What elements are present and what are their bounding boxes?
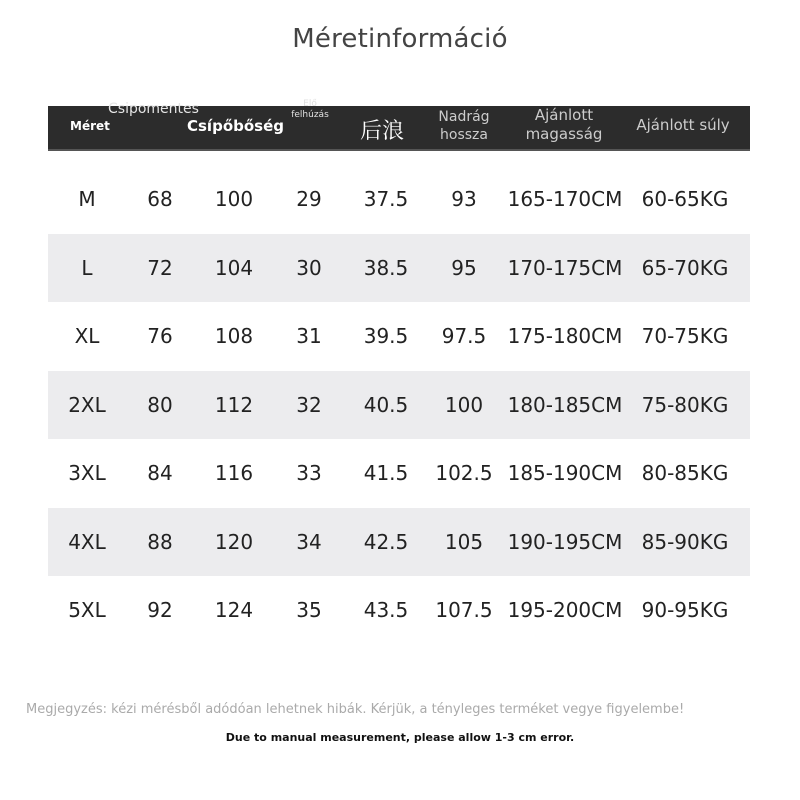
page-title: Méretinformáció	[292, 24, 508, 54]
size-table	[48, 165, 750, 645]
table-cell: 105	[444, 529, 484, 554]
table-cell: 116	[214, 461, 254, 485]
table-cell: 190-195CM	[507, 529, 623, 554]
header-ajanlott-magassag: Ajánlott magasság	[525, 106, 603, 143]
table-cell: 102.5	[435, 461, 493, 485]
table-cell: 80	[147, 392, 173, 417]
table-cell: 165-170CM	[507, 187, 623, 211]
size-cell: XL	[74, 324, 100, 348]
table-row	[48, 439, 750, 508]
table-cell: 108	[214, 324, 254, 348]
table-cell: 70-75KG	[641, 324, 729, 348]
size-cell: 2XL	[68, 392, 106, 417]
table-cell: 32	[296, 392, 322, 417]
table-cell: 29	[296, 187, 322, 211]
table-cell: 92	[147, 598, 173, 622]
table-cell: 100	[444, 392, 484, 417]
table-cell: 41.5	[363, 461, 409, 485]
header-csipoboseg: Csípőbőség	[187, 117, 285, 135]
table-cell: 95	[451, 255, 477, 280]
table-cell: 40.5	[363, 392, 409, 417]
table-cell: 100	[214, 187, 254, 211]
note-hungarian: Megjegyzés: kézi mérésből adódóan lehetnek hibák. Kérjük, a tényleges terméket vegye figyelembe!	[26, 702, 685, 717]
size-cell: M	[78, 187, 96, 211]
table-cell: 90-95KG	[641, 598, 729, 622]
table-cell: 76	[147, 324, 173, 348]
table-cell: 60-65KG	[641, 187, 729, 211]
table-cell: 37.5	[363, 187, 409, 211]
header-ajanlott-suly: Ajánlott súly	[636, 116, 730, 134]
header-felhuzas: Elő felhúzás	[291, 99, 329, 120]
table-cell: 124	[214, 598, 254, 622]
table-cell: 93	[451, 187, 477, 211]
table-cell: 30	[296, 255, 322, 280]
table-cell: 65-70KG	[641, 255, 729, 280]
table-cell: 80-85KG	[641, 461, 729, 485]
table-row	[48, 234, 750, 303]
table-cell: 35	[296, 598, 322, 622]
table-cell: 97.5	[441, 324, 487, 348]
table-cell: 75-80KG	[641, 392, 729, 417]
table-cell: 88	[147, 529, 173, 554]
table-row	[48, 508, 750, 577]
header-nadrag-hossza: Nadrág hossza	[438, 109, 490, 143]
table-cell: 33	[296, 461, 322, 485]
header-csipomentes: Csipomentes	[108, 101, 199, 117]
table-row	[48, 302, 750, 371]
table-cell: 170-175CM	[507, 255, 623, 280]
table-cell: 180-185CM	[507, 392, 623, 417]
table-cell: 185-190CM	[507, 461, 623, 485]
note-english: Due to manual measurement, please allow 1-3 cm error.	[225, 731, 575, 744]
table-row	[48, 576, 750, 645]
header-chinese: 后浪	[360, 119, 405, 144]
table-cell: 38.5	[363, 255, 409, 280]
size-cell: L	[81, 255, 93, 280]
table-cell: 42.5	[363, 529, 409, 554]
table-cell: 68	[147, 187, 173, 211]
table-cell: 175-180CM	[507, 324, 623, 348]
table-cell: 195-200CM	[507, 598, 623, 622]
table-cell: 112	[214, 392, 254, 417]
table-header	[48, 99, 750, 151]
table-cell: 107.5	[435, 598, 493, 622]
table-cell: 120	[214, 529, 254, 554]
table-row	[48, 165, 750, 234]
table-row	[48, 371, 750, 440]
table-cell: 39.5	[363, 324, 409, 348]
table-cell: 34	[296, 529, 322, 554]
table-cell: 31	[296, 324, 322, 348]
table-cell: 43.5	[363, 598, 409, 622]
header-meret: Méret	[70, 119, 110, 133]
table-cell: 104	[214, 255, 254, 280]
table-cell: 84	[147, 461, 173, 485]
size-cell: 3XL	[68, 461, 106, 485]
size-cell: 4XL	[68, 529, 106, 554]
table-cell: 85-90KG	[641, 529, 729, 554]
size-cell: 5XL	[68, 598, 106, 622]
table-cell: 72	[147, 255, 173, 280]
